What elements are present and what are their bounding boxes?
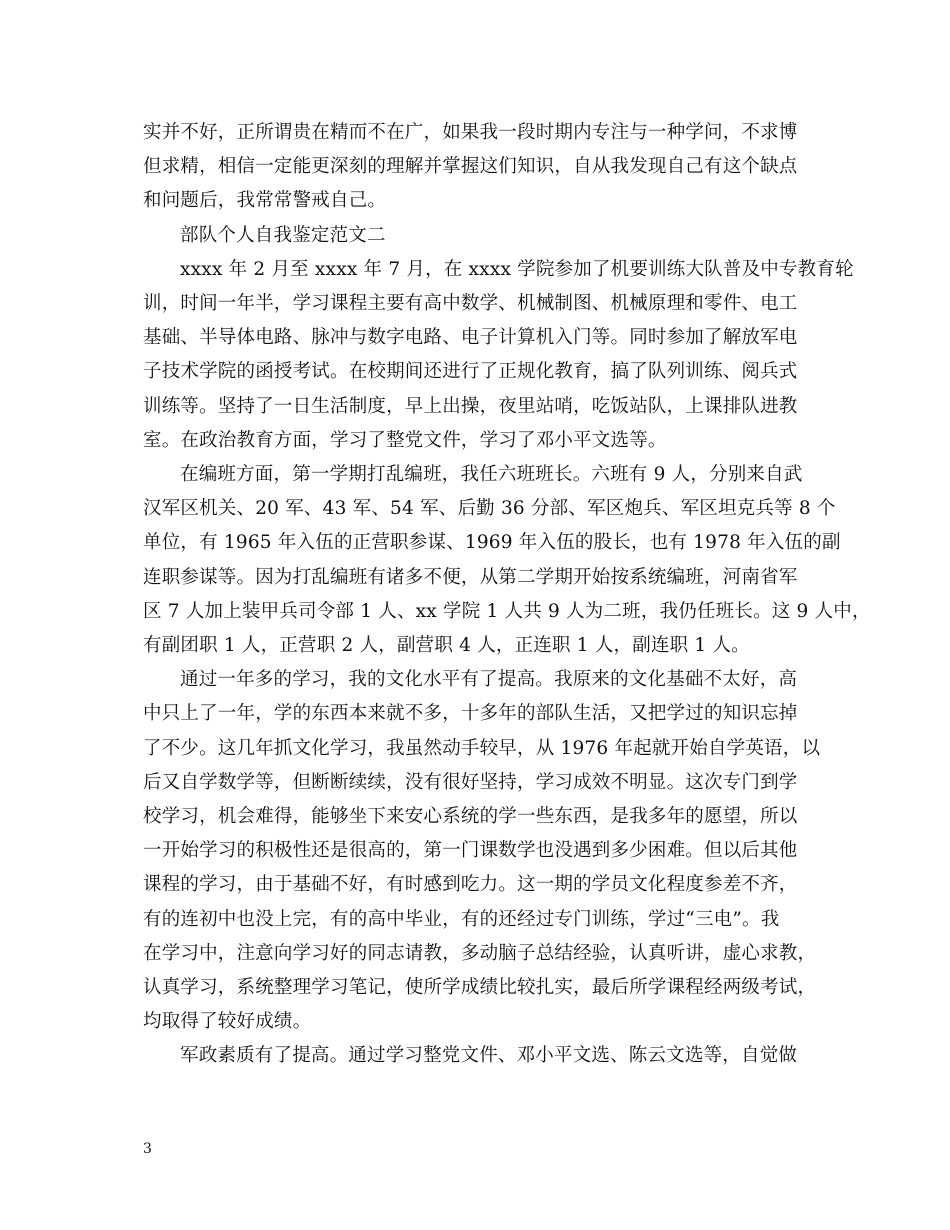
text-line: 中只上了一年，学的东西本来就不多，十多年的部队生活，又把学过的知识忘掉 [143,703,798,725]
text-line: 部队个人自我鉴定范文二 [180,224,386,246]
text-line: 均取得了较好成绩。 [143,1011,312,1033]
paragraph [143,458,871,663]
paragraph [143,116,823,219]
text-line: 认真学习，系统整理学习笔记，使所学成绩比较扎实，最后所学课程经两级考试， [143,977,817,999]
paragraph [143,219,823,253]
text-line: 单位，有 1965 年入伍的正营职参谋、1969 年入伍的股长，也有 1978 年入伍的副 [143,532,841,554]
text-line: 基础、半导体电路、脉冲与数字电路、电子计算机入门等。同时参加了解放军电 [143,327,798,349]
text-line: 但求精，相信一定能更深刻的理解并掌握这们知识，自从我发现自己有这个缺点 [143,156,798,178]
text-line: 有的连初中也没上完，有的高中毕业，有的还经过专门训练，学过“三电”。我 [143,908,780,930]
text-line: 校学习，机会难得，能够坐下来安心系统的学一些东西，是我多年的愿望，所以 [143,806,798,828]
text-line: 子技术学院的函授考试。在校期间还进行了正规化教育，搞了队列训练、阅兵式 [143,361,798,383]
text-line: 课程的学习，由于基础不好，有时感到吃力。这一期的学员文化程度参差不齐， [143,874,798,896]
paragraph [143,253,854,458]
page-number: 3 [143,1141,152,1157]
text-line: 在编班方面，第一学期打乱编班，我任六班班长。六班有 9 人，分别来自武 [180,464,803,486]
text-line: 通过一年多的学习，我的文化水平有了提高。我原来的文化基础不太好，高 [180,669,798,691]
text-line: 在学习中，注意向学习好的同志请教，多动脑子总结经验，认真听讲，虚心求教， [143,942,817,964]
text-line: 了不少。这几年抓文化学习，我虽然动手较早，从 1976 年起就开始自学英语，以 [143,737,821,759]
text-line: 一开始学习的积极性还是很高的，第一门课数学也没遇到多少困难。但以后其他 [143,840,798,862]
text-line: 后又自学数学等，但断断续续，没有很好坚持，学习成效不明显。这次专门到学 [143,771,798,793]
text-line: 汉军区机关、20 军、43 军、54 军、后勤 36 分部、军区炮兵、军区坦克兵等 8 个 [143,498,836,520]
text-line: 军政素质有了提高。通过学习整党文件、邓小平文选、陈云文选等，自觉做 [180,1045,798,1067]
text-line: 实并不好，正所谓贵在精而不在广，如果我一段时期内专注与一种学问，不求博 [143,122,798,143]
text-line: xxxx 年 2 月至 xxxx 年 7 月，在 xxxx 学院参加了机要训练大队普及中专教育轮 [180,258,854,280]
text-line: 有副团职 1 人，正营职 2 人，副营职 4 人，正连职 1 人，副连职 1 人。 [143,635,750,657]
text-line: 和问题后，我常常警戒自己。 [143,190,387,212]
text-line: 区 7 人加上装甲兵司令部 1 人、xx 学院 1 人共 9 人为二班，我仍任班长。这 9 人中， [143,600,871,622]
paragraph [143,1039,823,1073]
text-line: 室。在政治教育方面，学习了整党文件，学习了邓小平文选等。 [143,429,667,451]
text-line: 连职参谋等。因为打乱编班有诸多不便，从第二学期开始按系统编班，河南省军 [143,566,798,588]
paragraph [143,663,823,1039]
text-line: 训，时间一年半，学习课程主要有高中数学、机械制图、机械原理和零件、电工 [143,293,798,315]
document-body [143,116,871,1074]
text-line: 训练等。坚持了一日生活制度，早上出操，夜里站哨，吃饭站队，上课排队进教 [143,395,798,417]
